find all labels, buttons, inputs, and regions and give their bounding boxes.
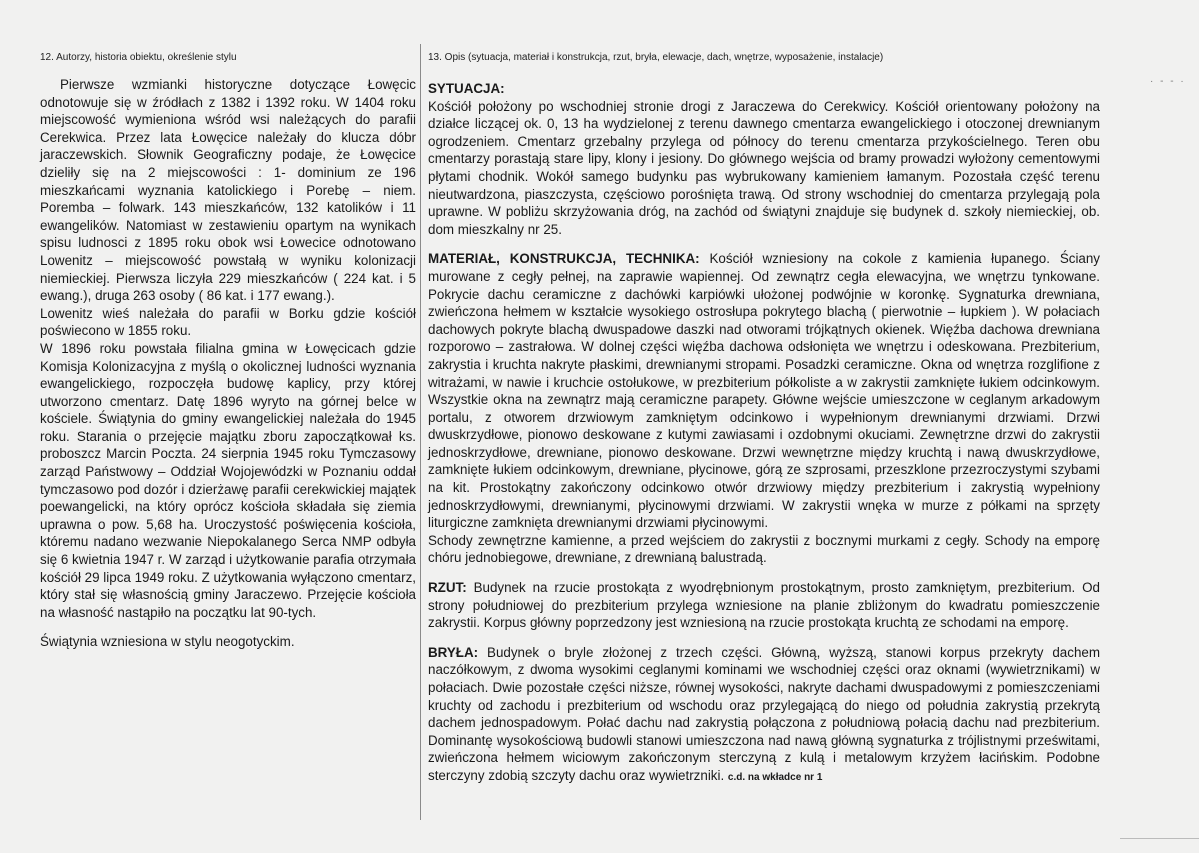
rzut-heading: RZUT: [428,580,467,596]
sytuacja-text: Kościół położony po wschodniej stronie drogi z Jaraczewa do Cerekwicy. Kościół orientowany położony na działce liczącej ok. 0, 13 ha wydzielonej z terenu dawnego cmentarza ewangelickiego i otoczonej drewnianym ogrodzeniem. Cmentarz grzebalny przylega od północy do terenu cmentarza przykościelnego. Teren obu cmentarzy porastają stare lipy, klony i jesiony. Do głównego wejścia od bramy prowadzi wyłożony cementowymi płytami chodnik. Wokół samego budynku pas wybrukowany kamieniem łamanym. Pozostała część terenu nieutwardzona, piaszczysta, częściowo porośnięta trawą. Od strony wschodniej do cmentarza przylegają pola uprawne. W pobliżu skrzyżowania dróg, na zachód od świątyni znajduje się budynek d. szkoły niemieckiej, ob. dom mieszkalny nr 25. [428,98,1100,237]
history-paragraph-1: Pierwsze wzmianki historyczne dotyczące Łowęcic odnotowuje się w źródłach z 1382 i 1392 roku. W 1404 roku miejscowość wymieniona wśród wsi należących do parafii Cerekwica. Przez lata Łowęcice należały do klucza dóbr jaraczewskich. Słownik Geograficzny podaje, że Łowęcice dzieliły się na 2 miejscowości : 1- dominium ze 196 mieszkańcami wyznania katolickiego i Porebę – niem. Poremba – folwark. 143 mieszkańców, 132 katolików i 11 ewangelików. Natomiast w zestawieniu opartym na wynikach spisu ludnosci z 1895 roku obok wsi Łowecice odnotowano Lowenitz – miejscowość powstałą w wyniku kolonizacji niemieckiej. Pierwsza liczyła 229 mieszkańców ( 224 kat. i 5 ewang.), druga 263 osoby ( 86 kat. i 177 ewang.). [40,77,416,304]
scan-edge-mark [1120,838,1199,839]
material-heading: MATERIAŁ, KONSTRUKCJA, TECHNIKA: [428,251,700,267]
material-text-2: Schody zewnętrzne kamienne, a przed wejściem do zakrystii z bocznymi murkami z cegły. Schody na emporę chóru jednobiegowe, drewniane, z drewnianą balustradą. [428,532,1100,566]
history-paragraph-2: Lowenitz wieś należała do parafii w Borku gdzie kościół poświecono w 1855 roku. [40,305,416,339]
bryla-text: Budynek o bryle złożonej z trzech części. Główną, wyższą, stanowi korpus przekryty dachem naczółkowym, z dwoma wysokimi ceglanymi kominami we wschodniej części oraz oknami (wywietrznikami) w połaciach. Dwie pozostałe części niższe, równej wysokości, nakryte dachami dwuspadowymi z pomieszczeniami kruchty od zachodu i prezbiterium od wschodu oraz przylegającą do niego od południa zakrystią przekrytą dachem jednospadowym. Połać dachu nad zakrystią połączona z południową połacią dachu nad prezbiterium. Dominantę wysokościową budowli stanowi umieszczona nad nawą główną sygnaturka z trójlistnymi prześwitami, zwieńczona hełmem wiciowym zakończonym sterczyną z kulą i metalowym krzyżem łacińskim. Podobne sterczyny zdobią szczyty dachu oraz wywietrzniki. [428,644,1100,783]
rzut-text: Budynek na rzucie prostokąta z wyodrębnionym prostokątnym, prosto zamkniętym, prezbiterium. Od strony południowej do prezbiterium przylega wzniesione na planie zbliżonym do kwadratu pomieszczenie zakrystii. Korpus główny poprzedzony jest wzniesioną na rzucie prostokąta kruchtą ze schodami na emporę. [428,580,1100,631]
bryla-heading: BRYŁA: [428,644,479,660]
history-column [40,76,416,651]
continued-note: c.d. na wkładce nr 1 [727,771,823,783]
history-paragraph-3: W 1896 roku powstała filialna gmina w Łowęcicach gdzie Komisja Kolonizacyjna z myślą o okolicznej ludności wyznania ewangelickiego, rozpoczęła budowę kaplicy, przy której utworzono cmentarz. Datę 1896 wyryto na górnej belce w kościele. Świątynia do gminy ewangelickiej należała do 1945 roku. Starania o przejęcie majątku zboru zapoczątkował ks. proboszcz Marcin Poczta. 24 sierpnia 1945 roku Tymczasowy zarząd Państwowy – Oddział Wojojewódzki w Poznaniu oddał tymczasowo pod dozór i dzierżawę parafii cerekwickiej majątek poewangelicki, na który oprócz kościoła składała się ziemia uprawna o pow. 5,68 ha. Uroczystość poświęcenia kościoła, któremu nadano wezwanie Niepokalanego Serca NMP odbyła się 6 kwietnia 1947 r. W zarząd i użytkowanie parafia otrzymała kościół 29 lipca 1949 roku. Z użytkowania wyłączono cmentarz, który stał się własnością gminy Jaraczewo. Przejęcie kościoła na własność nastąpiło na początku lat 90-tych. [40,340,416,620]
description-column [428,80,1100,787]
section-13-header: 13. Opis (sytuacja, materiał i konstrukcja, rzut, bryła, elewacje, dach, wnętrze, wyposażenie, instalacje) [428,52,884,63]
sytuacja-heading: SYTUACJA: [428,81,505,96]
sytuacja-section [428,80,1100,238]
material-text: Kościół wzniesiony na cokole z kamienia łupanego. Ściany murowane z cegły pełnej, na zaprawie wapiennej. Od zewnątrz cegła elewacyjna, we wnętrzu tynkowane. Pokrycie dachu ceramiczne z dachówki karpiówki ułożonej podwójnie w koronkę. Sygnaturka drewniana, zwieńczona hełmem w kształcie wysokiego ostrosłupa pokrytego blachą ( pierwotnie – łupkiem ). W połaciach dachowych pokryte blachą dwuspadowe daszki nad otworami trójkątnych okienek. Więźba dachowa drewniana rozporowo – zastrałowa. W dolnej części więźba dachowa odsłonięta we wnętrzu i odeskowana. Prezbiterium, zakrystia i kruchta nakryte płaskimi, drewnianymi stropami. Posadzki ceramiczne. Okna od wnętrza rozglifione z witrażami, w nawie i kruchcie ostołukowe, w prezbiterium półkoliste a w zakrystii zamknięte łukiem odcinkowym. Wszystkie okna na zewnątrz mają ceramiczne parapety. Główne wejście umieszczone w ceglanym arkadowym portalu, z otworem drzwiowym zamkniętym odcinkowo i wypełnionym drewnianymi drzwiami. Drzwi dwuskrzydłowe, pionowo deskowane z kutymi zawiasami i ozdobnymi okuciami. Zewnętrzne drzwi do zakrystii jednoskrzydłowe, drewniane, pionowo deskowane. Drzwi wewnętrzne między kruchtą i nawą dwuskrzydłowe, zamknięte łukiem odcinkowym, drewniane, płycinowe, górą ze szprosami, przeszklone przezroczystymi szybami na kit. Prostokątny zakończony odcinkowo otwór drzwiowy między prezbiterium i zakrystią wypełniony jednoskrzydłowymi, drewnianymi, płycinowymi drzwiami. W zakrystii wnęka w murze z półkami na sprzęty liturgiczne zamknięta drewnianymi drzwiami płycinowymi. [428,251,1101,531]
rzut-section [428,579,1100,632]
material-section [428,250,1100,532]
column-divider [420,44,421,820]
bryla-section [428,644,1100,787]
section-12-header: 12. Autorzy, historia obiektu, określenie stylu [40,52,237,63]
margin-scribble: · - - · [1150,76,1186,87]
style-paragraph: Świątynia wzniesiona w stylu neogotyckim. [40,634,295,650]
